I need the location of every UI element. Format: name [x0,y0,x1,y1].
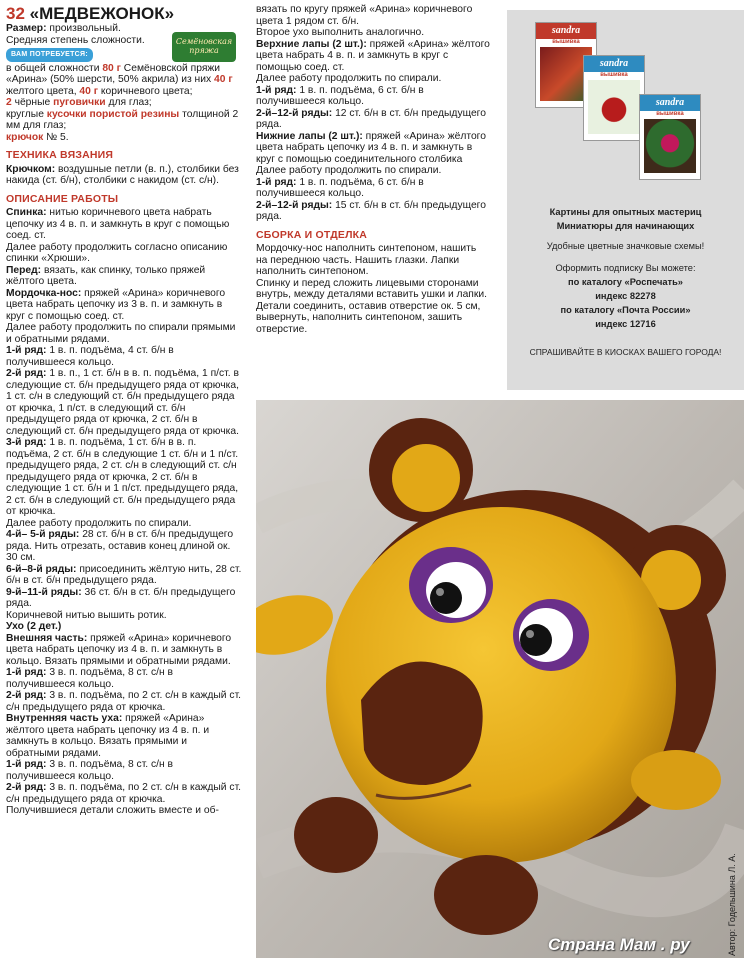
magazine-cover: sandra вышивка [583,55,645,141]
ad-line: индекс 12716 [595,319,656,329]
author-credit: Автор: Годельшина Л. А. [727,853,737,956]
middle-paragraph: Второе ухо выполнить аналогично. [256,27,425,38]
middle-paragraph: вязать по кругу пряжей «Арина» коричневого цвета 1 рядом ст. б/н. [256,4,473,27]
rows-4-5: 4-й– 5-й ряды: 28 ст. б/н в ст. б/н предыдущего ряда. Нить отрезать, оставив конец длиной ок. 30 см. [6,529,234,563]
ear-inner: Внутренняя часть уха: пряжей «Арина» жёлтого цвета набрать цепочку из 4 в. п. и замкнуть в кольцо. Вязать прямыми и обратными рядами. [6,713,210,759]
description-paragraph: Далее работу продолжить по спирали. [6,517,192,529]
materials-hook: крючок № 5. [6,131,69,143]
technique-heading: ТЕХНИКА ВЯЗАНИЯ [6,149,114,161]
ad-line: Удобные цветные значковые схемы! [546,241,705,251]
ear-heading: Ухо (2 дет.) [6,621,62,632]
article-number: 32 [6,4,25,23]
size-label: Размер: [6,23,47,34]
ear-inner-row-2: 2-й ряд: 3 в. п. подъёма, по 2 ст. с/н в каждый ст. с/н предыдущего ряда от крючка. [6,782,242,805]
ear-outer-row-2: 2-й ряд: 3 в. п. подъёма, по 2 ст. с/н в каждый ст. с/н предыдущего ряда от крючка. [6,690,242,713]
technique-text: Крючком: воздушные петли (в. п.), столбики без накида (ст. б/н), столбики с накидом (ст. с/н). [6,163,239,186]
row-1: 1-й ряд: 1 в. п. подъёма, 4 ст. б/н в получившееся кольцо. [6,345,174,368]
lower-rows-2-12: 2-й–12-й ряды: 15 ст. б/н в ст. б/н предыдущего ряда. [256,199,486,222]
ad-line: Картины для опытных мастериц [549,207,702,217]
site-watermark: Страна Мам . ру [548,935,690,954]
ad-line: Миниатюры для начинающих [556,221,695,231]
left-column [6,4,242,817]
ear-outer-row-1: 1-й ряд: 3 в. п. подъёма, 8 ст. с/н в получившееся кольцо. [6,667,174,690]
description-heading: ОПИСАНИЕ РАБОТЫ [6,192,119,205]
article-title [6,4,242,23]
materials-rubber: круглые кусочки пористой резины толщиной 2 мм для глаз; [6,108,239,131]
size-value: произвольный. [49,23,121,34]
lower-row-1: 1-й ряд: 1 в. п. подъёма, 6 ст. б/н в получившееся кольцо. [256,176,424,199]
assembly-paragraph: Детали соединить, оставив отверстие ок. 5 см, вывернуть, наполнить синтепоном, зашить отверстие. [256,300,481,335]
materials-yarn: в общей сложности 80 г Семёновской пряжи «Арина» (50% шерсти, 50% акрила) из них 40 г желтого цвета, 40 г коричневого цвета; [6,62,233,97]
upper-paws: Верхние лапы (2 шт.): пряжей «Арина» жёлтого цвета набрать 4 в. п. и замкнуть в круг с помощью соед. ст. [256,38,490,73]
ear-inner-row-1: 1-й ряд: 3 в. п. подъёма, 8 ст. с/н в получившееся кольцо. [6,759,174,782]
row-2: 2-й ряд: 1 в. п., 1 ст. б/н в в. п. подъёма, 1 п/ст. в следующие ст. б/н предыдущего ряда от крючка, 1 ст. с/н в следующий ст. б/н предыдущего ряда от крючка, 1 п/ст. в следующий ст. б/н предыдущего ряда от крючка, 2 ст. б/н в следующий ст. б/н предыдущего ряда от крючка. [6,368,239,437]
difficulty: Средняя степень сложности. [6,34,145,46]
description-paragraph: Получившиеся детали сложить вместе и об- [6,805,219,816]
ad-line: индекс 82278 [595,291,656,301]
materials-badge: ВАМ ПОТРЕБУЕТСЯ: [6,48,93,62]
assembly-heading: СБОРКА И ОТДЕЛКА [256,228,368,241]
magazine-cover: sandra вышивка [639,94,701,180]
ad-line: по каталогу «Роспечать» [568,277,683,287]
upper-row-1: 1-й ряд: 1 в. п. подъёма, 6 ст. б/н в получившееся кольцо. [256,84,424,107]
bear-toy-photo [256,400,744,958]
ad-line: Оформить подписку Вы можете: [555,263,696,273]
middle-column [256,4,490,335]
brand-logo: Семёновская пряжа [172,32,236,62]
back-part: Спинка: нитью коричневого цвета набрать цепочку из 4 в. п. и замкнуть в круг с помощью соед. ст. [6,207,230,241]
ad-text [507,205,744,359]
upper-rows-2-12: 2-й–12-й ряды: 12 ст. б/н в ст. б/н предыдущего ряда. [256,107,486,130]
muzzle-part: Мордочка-нос: пряжей «Арина» коричневого цвета набрать цепочку из 3 в. п. и замкнуть в круг с помощью соед. ст. [6,287,226,322]
lower-paws: Нижние лапы (2 шт.): пряжей «Арина» жёлтого цвета набрать цепочку из 4 в. п. и замкнуть в круг с помощью соединительного столбика [256,130,486,165]
description-paragraph: Далее работу продолжить по спирали прямыми и обратными рядами. [6,322,236,345]
assembly-paragraph: Спинку и перед сложить лицевыми сторонами внутрь, между деталями вставить ушки и лапки. [256,277,487,300]
ad-line: по каталогу «Почта России» [560,305,691,315]
front-part: Перед: вязать, как спинку, только пряжей жёлтого цвета. [6,264,206,287]
middle-paragraph: Далее работу продолжить по спирали. [256,165,442,176]
description-paragraph: Коричневой нитью вышить ротик. [6,609,167,621]
ad-line: СПРАШИВАЙТЕ В КИОСКАХ ВАШЕГО ГОРОДА! [529,347,722,357]
article-title-text: «МЕДВЕЖОНОК» [29,4,175,23]
description-paragraph: Далее работу продолжить согласно описанию спинки «Хрюши». [6,241,228,264]
ear-outer: Внешняя часть: пряжей «Арина» коричневого цвета набрать цепочку из 4 в. п. и замкнуть в кольцо. Вязать прямыми и обратными рядами. [6,632,232,667]
rows-9-11: 9-й–11-й ряды: 36 ст. б/н в ст. б/н предыдущего ряда. [6,586,236,609]
middle-paragraph: Далее работу продолжить по спирали. [256,73,442,84]
magazine-cover: sandra вышивка [535,22,597,108]
magazine-ad [507,10,744,390]
rows-6-8: 6-й–8-й ряды: присоединить жёлтую нить, 28 ст. б/н в ст. б/н предыдущего ряда. [6,563,242,586]
assembly-paragraph: Мордочку-нос наполнить синтепоном, нашить на переднюю часть. Нашить глазки. Лапки наполнить синтепоном. [256,243,477,277]
row-3: 3-й ряд: 1 в. п. подъёма, 1 ст. б/н в в. п. подъёма, 2 ст. б/н в следующие 1 ст. б/н и 1 п/ст. предыдущего ряда, 2 ст. с/н в следующий ст. с/н предыдущего ряда от крючка, 2 ст. б/н в следующие 1 ст. б/н и 1 п/ст. предыдущего ряда, 2 ст. б/н в следующий ст. б/н предыдущего ряда от крючка. [6,437,239,517]
materials-buttons: 2 чёрные пуговички для глаз; [6,97,152,108]
